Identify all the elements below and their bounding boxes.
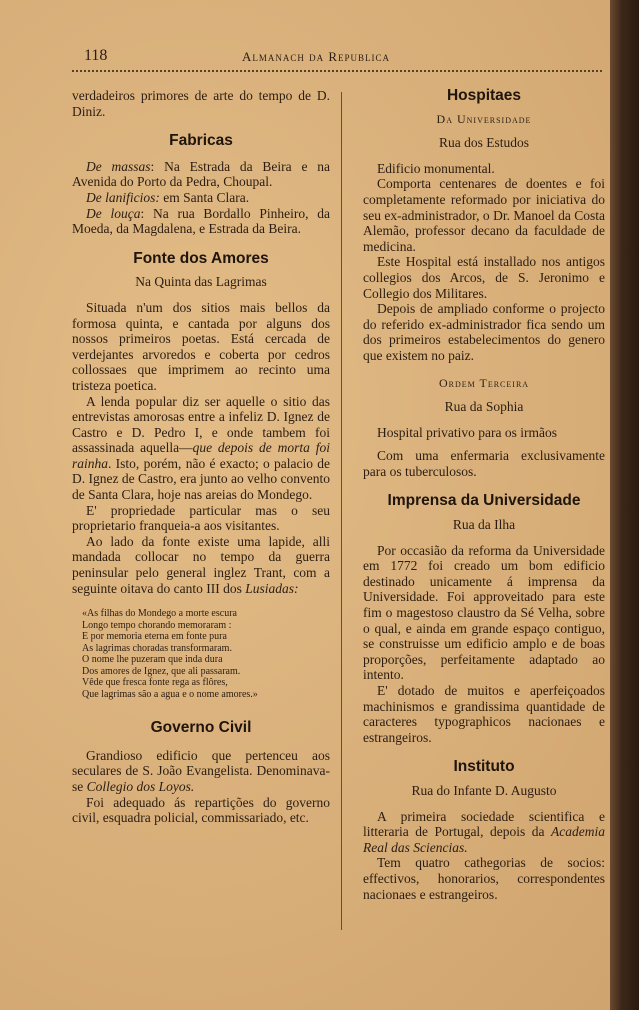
governo-paragraph-1: Grandioso edificio que pertenceu aos seculares de S. João Evangelista. Denominava-se Collegio dos Loyos.: [72, 747, 330, 794]
ordem-terceira-paragraph-2: Com uma enfermaria exclusivamente para os tuberculosos.: [363, 448, 605, 479]
page-number: 118: [84, 47, 108, 64]
left-column: [72, 88, 330, 826]
hospitaes-subtitle: Da Universidade: [436, 111, 532, 126]
imprensa-paragraph-2: E' dotado de muitos e aperfeiçoados machinismos e grandissima quantidade de caracteres typographicos nacionaes e estrangeiros.: [363, 683, 605, 745]
poem-line: Vêde que fresca fonte rega as flôres,: [82, 677, 228, 689]
hospitaes-paragraph-2: Comporta centenares de doentes e foi completamente reformado por iniciativa do seu ex-administrador, o Dr. Manoel da Costa Alemão, professor decano da faculdade de medicina.: [363, 176, 605, 254]
book-binding-edge: [610, 0, 639, 1010]
fabricas-louca: De louça: Na rua Bordallo Pinheiro, da Moeda, da Magdalena, e Estrada da Beira.: [72, 205, 331, 237]
ordem-terceira-street: Rua da Sophia: [444, 399, 524, 415]
ordem-terceira-paragraph-1: Hospital privativo para os irmãos: [377, 424, 557, 440]
fonte-paragraph-1: Situada n'um dos sitios mais bellos da formosa quinta, e cantada por alguns dos nossos primeiros poetas. Está cercada de verdejantes arvoredos e coberta por cedros collossaes que imprimem ao recinto uma tristeza poetica.: [72, 299, 330, 393]
fonte-paragraph-3: E' propriedade particular mas o seu proprietario franqueia-a aos visitantes.: [72, 502, 330, 534]
hospitaes-paragraph-1: Edificio monumental.: [377, 160, 495, 176]
instituto-paragraph-2: Tem quatro cathegorias de socios: effectivos, honorarios, correspondentes nacionaes e estrangeiros.: [363, 855, 605, 902]
imprensa-street: Rua da Ilha: [452, 517, 516, 533]
section-title-governo: Governo Civil: [150, 719, 252, 737]
poem-line: «As filhas do Mondego a morte escura: [82, 608, 237, 620]
fabricas-massas: De massas: Na Estrada da Beira e na Avenida do Porto da Pedra, Choupal.: [72, 158, 330, 190]
fonte-subtitle: Na Quinta das Lagrimas: [135, 274, 267, 290]
page-header: [72, 47, 602, 67]
section-title-hospitaes: Hospitaes: [446, 87, 522, 104]
poem-line: Longo tempo chorando memoraram :: [82, 619, 232, 631]
fonte-paragraph-2: A lenda popular diz ser aquelle o sitio das entrevistas amorosas entre a infeliz D. Ignez de Castro e D. Pedro I, e onde tambem foi assassinada aquella—que depois de morta foi rainha. Isto, porém, não é exacto; o palacio de D. Ignez de Castro, era junto ao velho convento de Santa Clara, hoje nas areias do Mondego.: [72, 393, 330, 503]
hospitaes-paragraph-4: Depois de ampliado conforme o projecto do referido ex-administrador fica sendo um dos primeiros estabelecimentos do genero que existem no paiz.: [363, 301, 605, 363]
section-title-fabricas: Fabricas: [169, 132, 233, 150]
fonte-paragraph-4: Ao lado da fonte existe uma lapide, alli mandada collocar no tempo da guerra peninsular pelo general inglez Trant, com a seguinte oitava do canto III dos Lusiadas:: [72, 533, 330, 596]
right-column: [363, 88, 605, 902]
hospitaes-paragraph-3: Este Hospital está installado nos antigos collegios dos Arcos, de S. Jeronimo e Collegio dos Militares.: [363, 254, 605, 301]
intro-text: verdadeiros primores de arte do tempo de D. Diniz.: [72, 88, 330, 119]
section-title-imprensa: Imprensa da Universidade: [387, 492, 581, 510]
fabricas-lanificios: De lanificios: em Santa Clara.: [86, 189, 250, 205]
imprensa-paragraph-1: Por occasião da reforma da Universidade em 1772 foi creado um bom edificio destinado unicamente á imprensa da Universidade. Foi approveitado para este fim o magestoso claustro da Sé Velha, sobre o qual, e ainda em grande espaço contiguo, se construisse um edificio amplo e de boas proporções, perfeitamente adaptado ao intento.: [363, 542, 605, 683]
header-rule: [72, 70, 602, 72]
poem-line: As lagrimas choradas transformaram.: [82, 642, 232, 654]
instituto-paragraph-1: A primeira sociedade scientifica e litteraria de Portugal, depois da Academia Real das Sciencias.: [363, 808, 605, 855]
lusiadas-stanza: [72, 608, 330, 700]
poem-line: Que lagrimas são a agua e o nome amores.»: [82, 688, 258, 700]
section-title-fonte: Fonte dos Amores: [133, 249, 269, 267]
ordem-terceira-title: Ordem Terceira: [438, 375, 530, 390]
column-divider: [341, 92, 342, 930]
poem-line: E por memoria eterna em fonte pura: [82, 631, 227, 643]
running-title: Almanach da Republica: [242, 49, 391, 64]
poem-line: O nome lhe puzeram que inda dura: [82, 654, 223, 666]
instituto-street: Rua do Infante D. Augusto: [411, 782, 557, 798]
poem-line: Dos amores de Ignez, que ali passaram.: [82, 665, 241, 677]
section-title-instituto: Instituto: [453, 758, 515, 776]
governo-paragraph-2: Foi adequado ás repartições do governo civil, esquadra policial, commissariado, etc.: [72, 794, 330, 826]
hospitaes-street: Rua dos Estudos: [438, 135, 529, 151]
